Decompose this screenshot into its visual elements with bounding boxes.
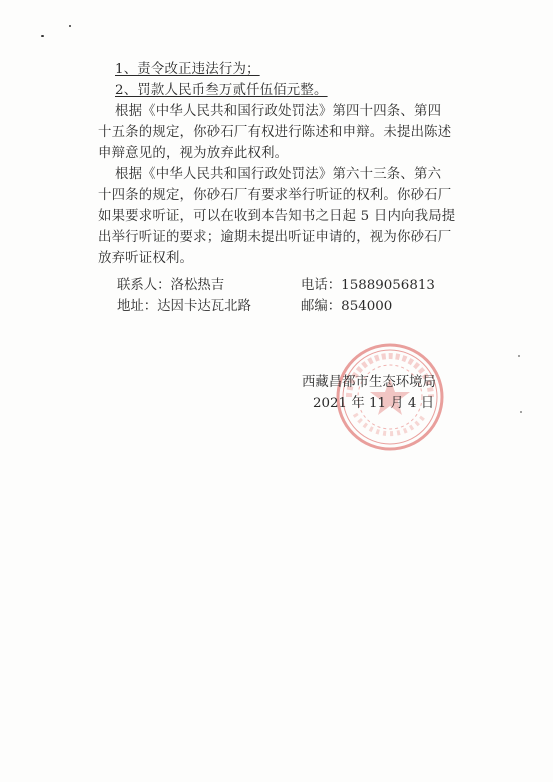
paragraph-1-line-3: 申辩意见的，视为放弃此权利。 xyxy=(98,146,289,161)
item-2-text: 2、罚款人民币叁万贰仟伍佰元整。 xyxy=(115,83,328,98)
contact-phone: 电话：15889056813 xyxy=(301,278,435,293)
contact-person: 联系人：洛松热吉 xyxy=(117,278,225,293)
paragraph-1-line-1: 根据《中华人民共和国行政处罚法》第四十四条、第四 xyxy=(115,104,442,119)
paragraph-2-line-5: 放弃听证权利。 xyxy=(98,251,194,266)
contact-postcode: 邮编：854000 xyxy=(301,299,393,314)
scan-speck xyxy=(41,35,44,37)
item-1-text: 1、责令改正违法行为； xyxy=(115,62,260,77)
scan-speck xyxy=(69,25,71,27)
paragraph-2-line-1: 根据《中华人民共和国行政处罚法》第六十三条、第六 xyxy=(115,167,442,182)
scan-speck xyxy=(518,355,520,357)
paragraph-2-line-4: 出举行听证的要求；逾期未提出听证申请的，视为你砂石厂 xyxy=(98,230,452,245)
paragraph-2-line-2: 十四条的规定，你砂石厂有要求举行听证的权利。你砂石厂 xyxy=(98,188,452,203)
list-item-1 xyxy=(115,60,260,80)
scan-speck xyxy=(520,411,522,413)
issue-date: 2021 年 11 月 4 日 xyxy=(313,396,435,411)
issuing-authority: 西藏昌都市生态环境局 xyxy=(302,375,436,390)
paragraph-2-line-3: 如果要求听证，可以在收到本告知书之日起 5 日内向我局提 xyxy=(98,209,456,224)
list-item-2 xyxy=(115,81,328,101)
contact-address: 地址：达因卡达瓦北路 xyxy=(117,299,251,314)
paragraph-1-line-2: 十五条的规定，你砂石厂有权进行陈述和申辩。未提出陈述 xyxy=(98,125,452,140)
